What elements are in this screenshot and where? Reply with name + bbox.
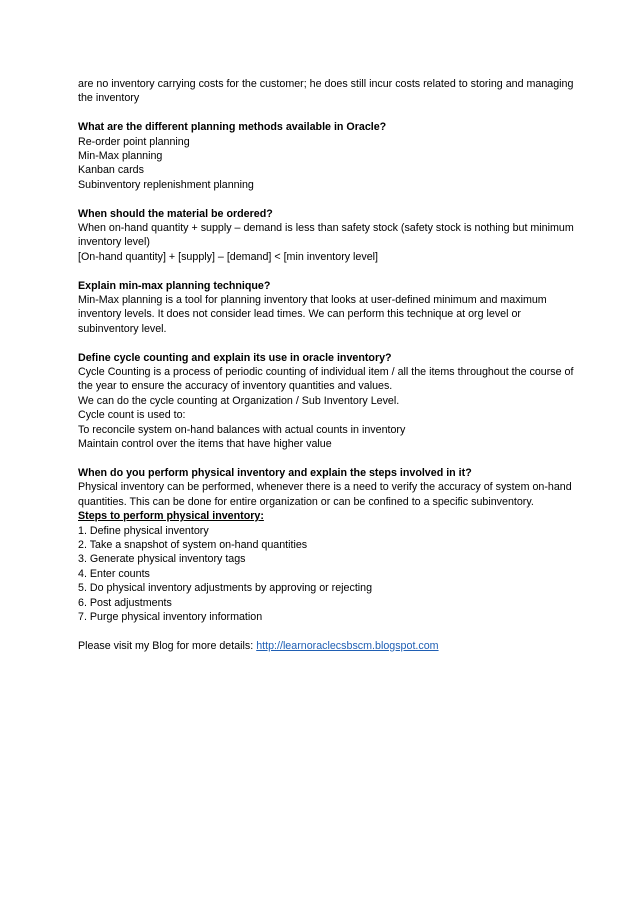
section-line: We can do the cycle counting at Organization / Sub Inventory Level. — [78, 394, 400, 407]
section-line: [On-hand quantity] + [supply] – [demand] < [min inventory level] — [78, 250, 379, 263]
section-line: Cycle Counting is a process of periodic counting of individual item / all the items throughout the course of the year to ensure the accuracy of inventory quantities and values. — [78, 366, 574, 393]
step-item: 7. Purge physical inventory information — [78, 610, 263, 623]
step-item: 4. Enter counts — [78, 567, 150, 580]
blog-link[interactable]: http://learnoraclecsbscm.blogspot.com — [256, 639, 439, 652]
step-item: 1. Define physical inventory — [78, 524, 209, 537]
step-item: 6. Post adjustments — [78, 596, 172, 609]
step-item: 2. Take a snapshot of system on-hand quantities — [78, 538, 308, 551]
section-line: Min-Max planning — [78, 150, 163, 163]
section-line: When on-hand quantity + supply – demand is less than safety stock (safety stock is nothing but minimum inventory level) — [78, 222, 574, 249]
section-question: What are the different planning methods available in Oracle? — [78, 121, 387, 134]
section-line: Subinventory replenishment planning — [78, 178, 254, 191]
section-line: Min-Max planning is a tool for planning inventory that looks at user-defined minimum and maximum inventory levels. It does not consider lead times. We can perform this technique at org level or subinventory level. — [78, 294, 547, 335]
section-line: To reconcile system on-hand balances with actual counts in inventory — [78, 423, 406, 436]
section-question: When do you perform physical inventory and explain the steps involved in it? — [78, 466, 472, 479]
section-question: When should the material be ordered? — [78, 207, 273, 220]
section-line: Cycle count is used to: — [78, 409, 186, 422]
section-line: Physical inventory can be performed, whenever there is a need to verify the accuracy of system on-hand quantities. This can be done for entire organization or can be confined to a specific subinventory. — [78, 481, 572, 508]
section-question: Define cycle counting and explain its use in oracle inventory? — [78, 351, 392, 364]
document-page — [78, 77, 578, 653]
intro-paragraph: are no inventory carrying costs for the customer; he does still incur costs related to storing and managing the inventory — [78, 78, 574, 105]
footer-text: Please visit my Blog for more details: — [78, 639, 257, 652]
step-item: 3. Generate physical inventory tags — [78, 553, 246, 566]
steps-heading: Steps to perform physical inventory: — [78, 510, 264, 523]
section-line: Kanban cards — [78, 164, 144, 177]
step-item: 5. Do physical inventory adjustments by approving or rejecting — [78, 582, 373, 595]
footer-line — [78, 639, 578, 653]
section-question: Explain min-max planning technique? — [78, 279, 271, 292]
section-line: Re-order point planning — [78, 135, 190, 148]
section-line: Maintain control over the items that have higher value — [78, 438, 332, 451]
